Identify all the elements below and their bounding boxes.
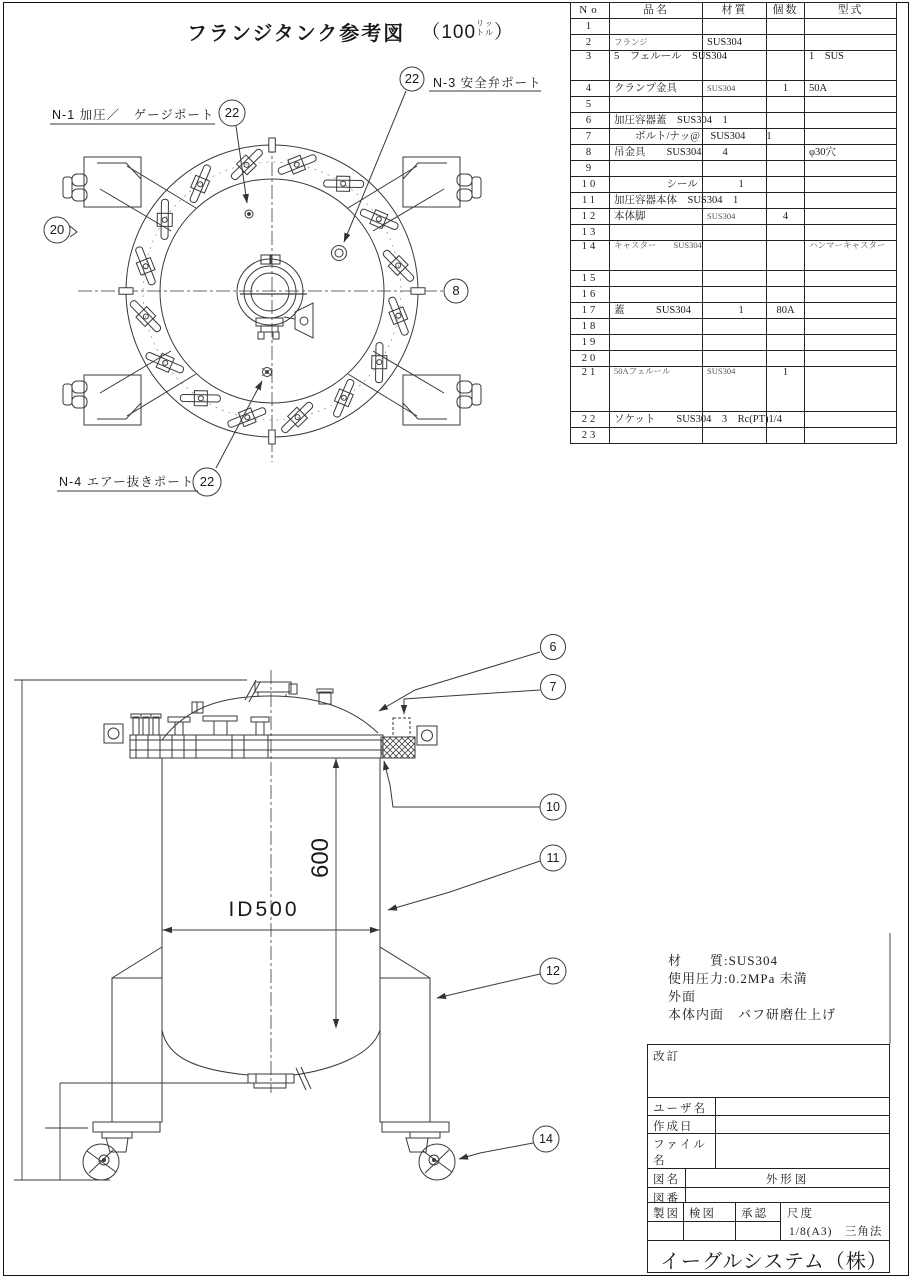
parts-table-row: 19 bbox=[571, 335, 897, 351]
balloon-14: 14 bbox=[539, 1132, 553, 1146]
material-notes bbox=[668, 952, 836, 1024]
date-row bbox=[648, 1115, 889, 1133]
safety-valve-port bbox=[332, 246, 347, 261]
capacity-open: （100 bbox=[421, 22, 477, 43]
balloon-7: 7 bbox=[549, 680, 557, 694]
approval-row bbox=[648, 1202, 889, 1240]
casters bbox=[83, 1138, 455, 1180]
revision-box bbox=[648, 1045, 889, 1097]
company-name: イーグルシステム（株） bbox=[648, 1240, 889, 1272]
scale-cell bbox=[781, 1203, 889, 1240]
checked-label: 検図 bbox=[684, 1203, 735, 1222]
gauge-port bbox=[245, 210, 253, 218]
side-view-balloon-texts bbox=[539, 640, 560, 1146]
note-exterior: 外面 bbox=[668, 989, 697, 1004]
parts-table-row: 3 5 フェルール SUS304 1 SUS bbox=[571, 51, 897, 81]
parts-table-row: 1 bbox=[571, 19, 897, 35]
air-vent-port bbox=[262, 368, 272, 377]
approved-cell bbox=[736, 1203, 781, 1240]
user-label: ユーザ名 bbox=[648, 1098, 716, 1115]
flange-band bbox=[130, 735, 383, 758]
label-n3-safety-port: N-3 安全弁ポート bbox=[433, 76, 542, 90]
balloon-8: 8 bbox=[452, 283, 460, 298]
user-value bbox=[716, 1098, 889, 1115]
top-view-balloons bbox=[44, 67, 468, 496]
file-label: ファイル名 bbox=[648, 1134, 716, 1168]
approved-value bbox=[736, 1222, 780, 1240]
dome-head bbox=[162, 696, 378, 740]
title-block bbox=[647, 1044, 890, 1273]
parts-table-row: 18 bbox=[571, 319, 897, 335]
checked-cell bbox=[684, 1203, 736, 1240]
drawing-name-value: 外形図 bbox=[765, 1174, 810, 1186]
dome-nozzles bbox=[192, 689, 333, 713]
balloon-22-safety: 22 bbox=[404, 71, 420, 86]
capacity-close: ） bbox=[494, 22, 514, 43]
drafted-cell bbox=[648, 1203, 684, 1240]
note-interior-finish: 本体内面 バフ研磨仕上げ bbox=[668, 1007, 837, 1022]
drawing-no-label: 図番 bbox=[648, 1188, 686, 1202]
parts-table-row: 22 ソケット SUS304 3 Rc(PT)1/4 bbox=[571, 412, 897, 428]
parts-table-row: 12 本体脚 SUS304 4 bbox=[571, 209, 897, 225]
note-material: 材 質:SUS304 bbox=[668, 953, 778, 968]
drawing-no-row bbox=[648, 1187, 889, 1205]
parts-table-body bbox=[571, 19, 897, 444]
parts-table-row: 6 加圧容器蓋 SUS304 1 bbox=[571, 113, 897, 129]
drawing-title bbox=[187, 17, 513, 46]
parts-table bbox=[570, 2, 897, 444]
revision-label: 改訂 bbox=[653, 1051, 680, 1063]
balloon-12: 12 bbox=[546, 964, 560, 978]
col-model: 型式 bbox=[805, 3, 897, 19]
drawing-name-label: 図名 bbox=[648, 1169, 686, 1187]
balloon-6: 6 bbox=[549, 640, 557, 654]
side-view-leaders bbox=[379, 652, 540, 1159]
col-part-name: 品名 bbox=[610, 3, 703, 19]
dim-inner-diameter-text: ID500 bbox=[228, 898, 300, 921]
page-title: フランジタンク参考図 bbox=[187, 23, 406, 45]
date-label: 作成日 bbox=[648, 1116, 716, 1133]
file-row bbox=[648, 1133, 889, 1168]
approved-label: 承認 bbox=[736, 1203, 780, 1222]
label-n4-air-port: N-4 エアー抜きポート bbox=[59, 475, 195, 489]
parts-table-row: 23 bbox=[571, 428, 897, 444]
balloon-22-air: 22 bbox=[199, 474, 215, 489]
drawing-no-value bbox=[686, 1188, 889, 1202]
parts-table-header bbox=[571, 3, 897, 19]
parts-table-row: 2 フランジ SUS304 bbox=[571, 35, 897, 51]
parts-table-row: 7 ボルト/ナッ@ SUS304 1 bbox=[571, 129, 897, 145]
parts-table-row: 15 bbox=[571, 271, 897, 287]
parts-table-row: 21 50Aフェルール SUS304 1 bbox=[571, 367, 897, 412]
col-quantity: 個数 bbox=[767, 3, 805, 19]
scale-value: 1/8(A3) 三角法 bbox=[789, 1226, 883, 1238]
capacity-unit bbox=[476, 19, 494, 37]
balloon-20: 20 bbox=[49, 222, 65, 237]
balloon-22-gauge: 22 bbox=[224, 105, 240, 120]
note-pressure: 使用圧力:0.2MPa 未満 bbox=[668, 971, 808, 986]
top-view bbox=[44, 67, 542, 496]
checked-value bbox=[684, 1222, 735, 1240]
parts-table-row: 14 キャスター SUS304 ハンマーキャスター bbox=[571, 241, 897, 271]
flange-clamp-bolts bbox=[131, 714, 269, 735]
parts-table-row: 4 クランプ金具 SUS304 1 50A bbox=[571, 81, 897, 97]
parts-table-row: 10 シール 1 bbox=[571, 177, 897, 193]
parts-table-row: 16 bbox=[571, 287, 897, 303]
date-value bbox=[716, 1116, 889, 1133]
capacity-unit-bottom: トル bbox=[476, 28, 495, 37]
parts-table-row: 8 吊金具 SUS304 4 φ30穴 bbox=[571, 145, 897, 161]
user-row bbox=[648, 1097, 889, 1115]
drawing-name-row bbox=[648, 1168, 889, 1187]
parts-table-row: 20 bbox=[571, 351, 897, 367]
dim-height-text: 600 bbox=[307, 837, 334, 879]
parts-table-row: 11 加圧容器本体 SUS304 1 bbox=[571, 193, 897, 209]
capacity-unit-top: リッ bbox=[476, 19, 494, 28]
file-value bbox=[716, 1134, 889, 1168]
label-n1-gauge-port: N-1 加圧／ ゲージポート bbox=[52, 108, 215, 122]
col-no: No bbox=[571, 3, 610, 19]
safety-valve-nozzle bbox=[381, 718, 415, 758]
parts-table-row: 9 bbox=[571, 161, 897, 177]
center-port bbox=[237, 255, 313, 339]
balloon-11: 11 bbox=[546, 851, 560, 865]
drafted-label: 製図 bbox=[648, 1203, 683, 1222]
parts-table-row: 13 bbox=[571, 225, 897, 241]
drafted-value bbox=[648, 1222, 683, 1240]
parts-table-row: 17 蓋 SUS304 1 80A bbox=[571, 303, 897, 319]
col-material: 材質 bbox=[703, 3, 767, 19]
balloon-10: 10 bbox=[546, 800, 560, 814]
scale-label: 尺度 bbox=[787, 1208, 814, 1220]
side-view-balloons bbox=[533, 635, 566, 1153]
parts-table-row: 5 bbox=[571, 97, 897, 113]
